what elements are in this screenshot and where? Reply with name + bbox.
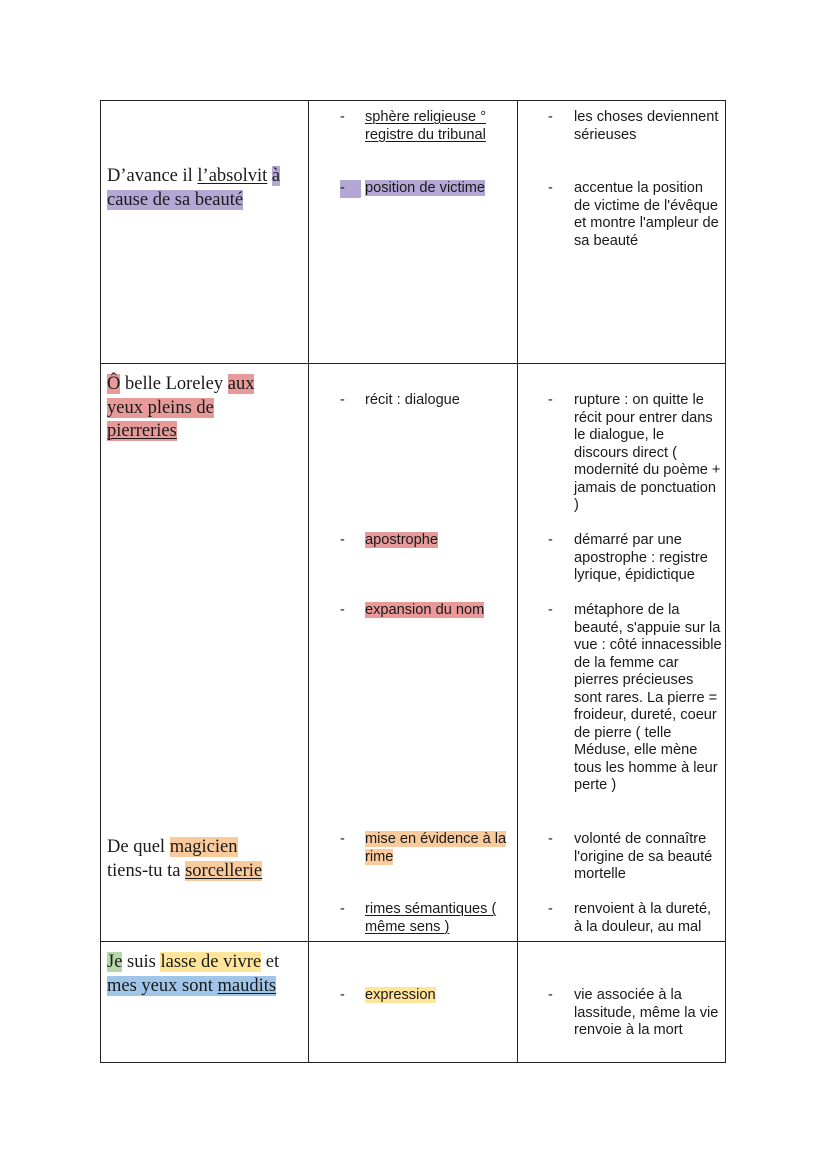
bullet-dash: - (340, 602, 345, 618)
term-expression (365, 987, 510, 1005)
term-mise-en-evidence (365, 831, 510, 866)
bullet-dash: - (548, 180, 553, 196)
term-recit-dialogue: récit : dialogue (365, 392, 460, 408)
term-highlight: position de victime (365, 180, 486, 196)
quote-underlined-verb: l’absolvit (197, 166, 268, 186)
column-divider-2 (517, 100, 518, 1063)
quote-text: et (261, 952, 280, 972)
row2-quote-line2 (107, 397, 303, 421)
bullet-dash: - (548, 109, 553, 125)
quote-highlight: à (271, 166, 281, 186)
note-vie-associee: vie associée à la lassitude, même la vie renvoie à la mort (574, 987, 719, 1038)
bullet-dash: - (340, 532, 345, 548)
term-line: sphère religieuse ° (365, 109, 487, 125)
bullet-dash: - (340, 180, 361, 198)
row3-quote-line2 (107, 975, 303, 999)
term-rimes-semantiques (365, 901, 510, 936)
column-divider-1 (308, 100, 309, 1063)
note-accentue: accentue la position de victime de l'évêque et montre l'ampleur de sa beauté (574, 180, 719, 249)
row2-quote2-line2 (107, 860, 303, 884)
row2-quote-line3 (107, 420, 303, 444)
quote-highlight-underlined: maudits (217, 975, 277, 996)
term-highlight: expression (365, 987, 436, 1003)
term-position-victime (365, 180, 510, 198)
note-les-choses: les choses deviennent sérieuses (574, 109, 719, 143)
quote-highlight: Ô (107, 374, 121, 394)
bullet-dash: - (548, 987, 553, 1003)
row2-quote-2 (107, 836, 303, 883)
quote-text: tiens-tu ta (107, 860, 186, 881)
term-apostrophe (365, 532, 510, 550)
note-metaphore: métaphore de la beauté, s'appuie sur la vue : côté innacessible de la femme car pierres précieuses sont rares. La pierre = froideur, dureté, coeur de pierre ( telle Méduse, elle mène tous les homme à leur perte ) (574, 602, 722, 793)
term-underlined: rimes sémantiques ( même sens ) (365, 901, 497, 935)
quote-highlight-underlined: pierreries (107, 421, 177, 441)
quote-highlight: aux (227, 374, 255, 394)
bullet-dash: - (340, 392, 345, 408)
bullet-dash: - (548, 602, 553, 618)
row2-quote-line1 (107, 373, 303, 397)
bullet-dash: - (340, 987, 345, 1003)
bullet-dash: - (340, 901, 345, 917)
row-divider-2 (100, 941, 726, 942)
quote-highlight: lasse de vivre (160, 952, 262, 972)
term-highlight: expansion du nom (365, 602, 485, 618)
term-highlight: mise en évidence à la rime (365, 831, 507, 865)
table-border-left (100, 100, 101, 1063)
note-rupture: rupture : on quitte le récit pour entrer dans le dialogue, le discours direct ( modernité du poème + jamais de ponctuation ) (574, 392, 721, 513)
row2-quote2-line1 (107, 836, 303, 860)
row3-quote-line1 (107, 951, 303, 975)
quote-highlight: Je (107, 952, 123, 972)
quote-highlight: magicien (169, 837, 238, 857)
table-border-top (100, 100, 726, 101)
quote-text: De quel (107, 837, 170, 857)
quote-text: suis (122, 952, 161, 972)
quote-highlight-underlined: sorcellerie (185, 860, 263, 881)
quote-highlight: mes yeux sont (107, 975, 218, 996)
term-highlight: apostrophe (365, 532, 439, 548)
table-border-right (725, 100, 726, 1063)
bullet-dash: - (548, 901, 553, 917)
row1-quote-line1 (107, 165, 303, 189)
quote-highlight: yeux pleins de (107, 397, 214, 418)
row1-quote (107, 165, 303, 212)
term-expansion-nom (365, 602, 510, 620)
note-volonte: volonté de connaître l'origine de sa beauté mortelle (574, 831, 713, 882)
term-line: registre du tribunal (365, 126, 486, 143)
term-sphere-religieuse (365, 109, 510, 144)
row1-quote-line2 (107, 189, 303, 213)
bullet-dash: - (340, 109, 345, 125)
quote-text: belle Loreley (120, 374, 228, 394)
bullet-dash: - (340, 831, 345, 847)
note-demarre: démarré par une apostrophe : registre lyrique, épidictique (574, 532, 708, 583)
quote-highlight: cause de sa beauté (107, 189, 244, 210)
bullet-dash: - (548, 532, 553, 548)
table-border-bottom (100, 1062, 726, 1063)
quote-text: D’avance il (107, 166, 198, 186)
row-divider-1 (100, 363, 726, 364)
row2-quote (107, 373, 303, 444)
note-renvoient: renvoient à la dureté, à la douleur, au mal (574, 901, 712, 935)
bullet-dash: - (548, 392, 553, 408)
bullet-dash: - (548, 831, 553, 847)
row3-quote (107, 951, 303, 998)
